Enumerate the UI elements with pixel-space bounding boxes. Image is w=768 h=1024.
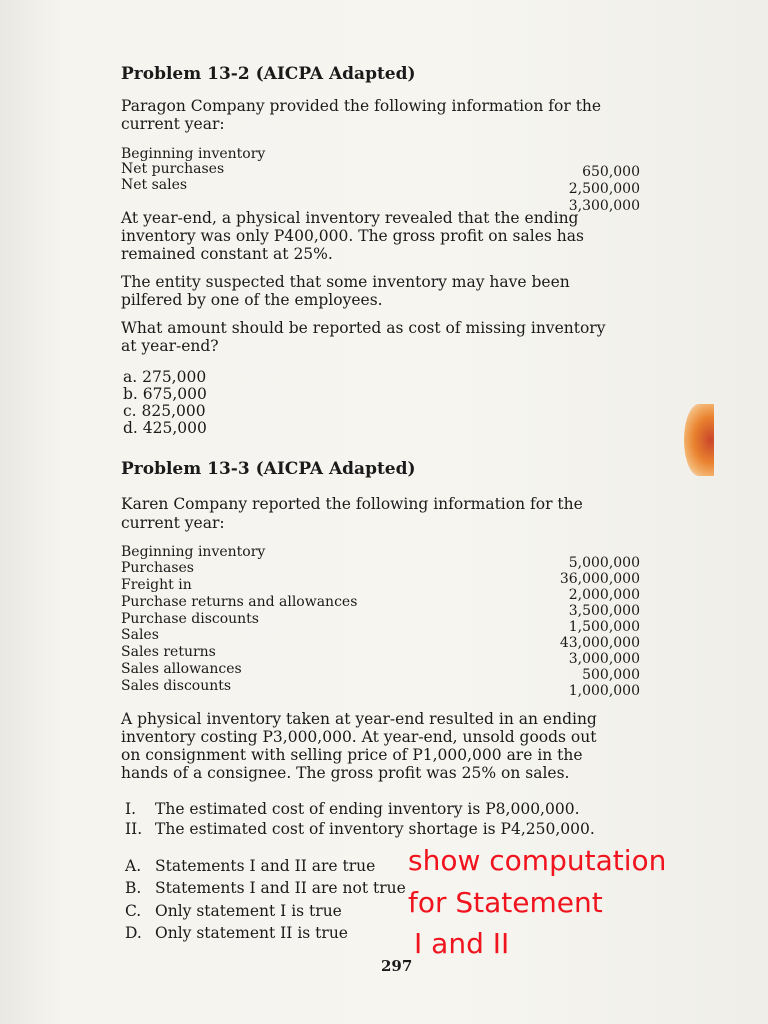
item-label: Sales returns	[121, 644, 216, 660]
item-value: 3,000,000	[568, 651, 640, 667]
consignment-paragraph-line-1: A physical inventory taken at year-end resulted in an ending	[121, 710, 597, 728]
statement-1-number: I.	[125, 800, 137, 818]
page-number: 297	[381, 957, 413, 975]
annotation-line-1: show computation	[408, 844, 667, 877]
question-line-1: What amount should be reported as cost of missing inventory	[121, 319, 606, 337]
item-label-beginning-inventory: Beginning inventory	[121, 146, 266, 162]
consignment-paragraph-line-4: hands of a consignee. The gross profit was 25% on sales.	[121, 764, 570, 782]
item-value-net-purchases: 2,500,000	[568, 181, 640, 197]
annotation-line-2: for Statement	[408, 886, 603, 919]
item-label: Purchases	[121, 560, 194, 576]
paragraph-2-line-1: The entity suspected that some inventory may have been	[121, 273, 570, 291]
problem-13-3-intro-line-2: current year:	[121, 514, 225, 532]
item-value-net-sales: 3,300,000	[568, 198, 640, 214]
option-b-text: Statements I and II are not true	[155, 879, 406, 897]
paragraph-2-line-2: pilfered by one of the employees.	[121, 291, 383, 309]
question-line-2: at year-end?	[121, 337, 219, 355]
item-label: Purchase returns and allowances	[121, 594, 358, 610]
option-d-text: Only statement II is true	[155, 924, 348, 942]
item-value: 1,000,000	[568, 683, 640, 699]
option-d-letter: D.	[125, 924, 142, 942]
choice-a: a. 275,000	[123, 368, 207, 386]
paragraph-1-line-1: At year-end, a physical inventory revealed that the ending	[121, 209, 579, 227]
statement-2-number: II.	[125, 820, 143, 838]
item-label: Beginning inventory	[121, 544, 266, 560]
paragraph-1-line-3: remained constant at 25%.	[121, 245, 333, 263]
option-a-text: Statements I and II are true	[155, 857, 376, 875]
choice-d: d. 425,000	[123, 419, 207, 437]
item-value: 2,000,000	[568, 587, 640, 603]
statement-2-text: The estimated cost of inventory shortage is P4,250,000.	[155, 820, 595, 838]
paragraph-1-line-2: inventory was only P400,000. The gross profit on sales has	[121, 227, 584, 245]
orange-object-edge	[684, 404, 714, 476]
item-value: 1,500,000	[568, 619, 640, 635]
annotation-line-3: I and II	[414, 927, 510, 960]
item-label: Sales	[121, 627, 159, 643]
statement-1-text: The estimated cost of ending inventory is P8,000,000.	[155, 800, 580, 818]
item-label: Purchase discounts	[121, 611, 259, 627]
item-label-net-sales: Net sales	[121, 177, 188, 193]
item-label: Sales allowances	[121, 661, 242, 677]
item-value-beginning-inventory: 650,000	[582, 164, 640, 180]
option-c-text: Only statement I is true	[155, 902, 342, 920]
choice-c: c. 825,000	[123, 402, 206, 420]
consignment-paragraph-line-2: inventory costing P3,000,000. At year-end, unsold goods out	[121, 728, 597, 746]
problem-13-2-title: Problem 13-2 (AICPA Adapted)	[121, 64, 416, 84]
item-label: Freight in	[121, 577, 192, 593]
item-value: 36,000,000	[559, 571, 640, 587]
option-b-letter: B.	[125, 879, 142, 897]
option-c-letter: C.	[125, 902, 142, 920]
problem-13-3-title: Problem 13-3 (AICPA Adapted)	[121, 459, 416, 479]
item-value: 500,000	[582, 667, 640, 683]
item-value: 43,000,000	[559, 635, 640, 651]
problem-13-2-intro-line-1: Paragon Company provided the following information for the	[121, 97, 602, 115]
item-label: Sales discounts	[121, 678, 232, 694]
consignment-paragraph-line-3: on consignment with selling price of P1,000,000 are in the	[121, 746, 583, 764]
problem-13-3-intro-line-1: Karen Company reported the following information for the	[121, 495, 583, 513]
option-a-letter: A.	[125, 857, 142, 875]
item-value: 5,000,000	[568, 555, 640, 571]
item-label-net-purchases: Net purchases	[121, 161, 225, 177]
item-value: 3,500,000	[568, 603, 640, 619]
choice-b: b. 675,000	[123, 385, 207, 403]
problem-13-2-intro-line-2: current year:	[121, 115, 225, 133]
